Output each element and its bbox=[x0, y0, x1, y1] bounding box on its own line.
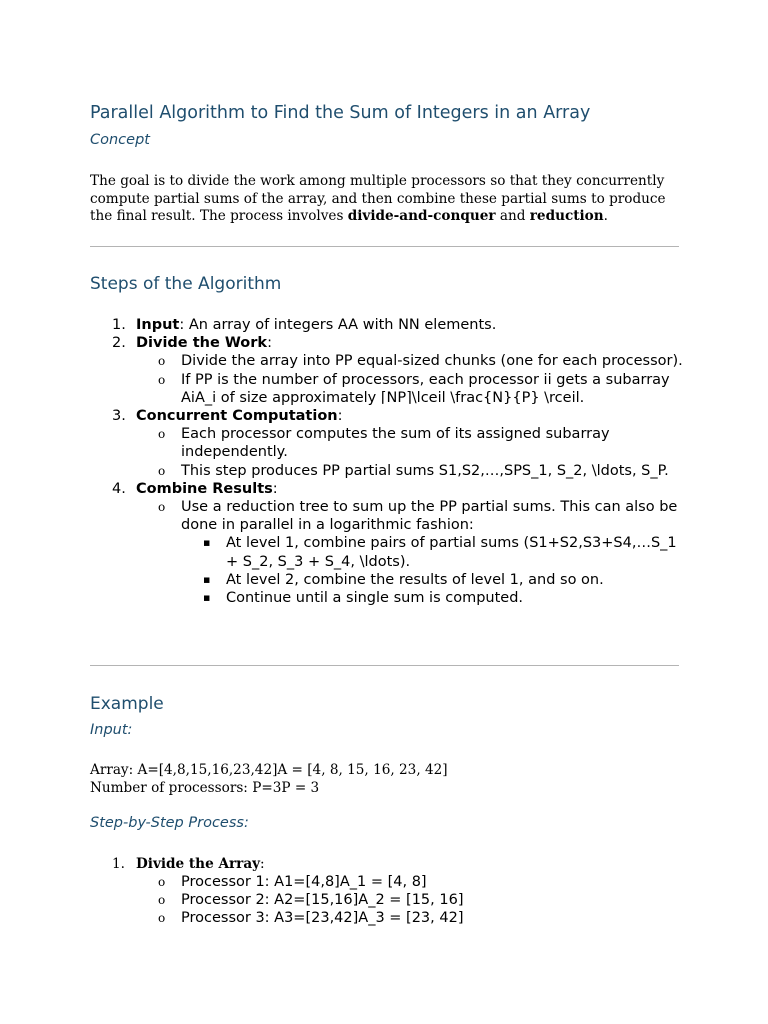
sub-item-text: If PP is the number of processors, each processor ii gets a subarray AiA_i of size approximately ⌈NP⌉\lceil \frac{N}{P} \rceil. bbox=[181, 371, 670, 406]
sub-sub-item bbox=[90, 571, 690, 589]
concept-text: The goal is to divide the work among multiple processors so that they concurrently compute partial sums of the array, and then combine these partial sums to produce the final result. The process involves bbox=[90, 173, 666, 224]
example-step-text: : bbox=[260, 856, 265, 872]
circle-bullet-icon: o bbox=[158, 893, 166, 908]
steps-list bbox=[90, 316, 690, 607]
sub-item bbox=[90, 352, 690, 370]
step-text: : bbox=[272, 480, 278, 497]
step-item bbox=[90, 480, 690, 498]
circle-bullet-icon: o bbox=[158, 500, 166, 515]
input-heading: Input: bbox=[90, 722, 133, 738]
step-item bbox=[90, 407, 690, 425]
square-bullet-icon: ▪ bbox=[203, 536, 211, 550]
concept-text: and bbox=[495, 208, 530, 224]
example-steps-list bbox=[90, 856, 690, 928]
circle-bullet-icon: o bbox=[158, 427, 166, 442]
step-text: : bbox=[337, 408, 343, 425]
sub-item-text: Each processor computes the sum of its assigned subarray independently. bbox=[181, 426, 610, 461]
sub-sub-item bbox=[90, 534, 690, 570]
circle-bullet-icon: o bbox=[158, 372, 166, 387]
sub-item-text: Divide the array into PP equal-sized chunks (one for each processor). bbox=[181, 353, 683, 370]
sub-item bbox=[90, 498, 690, 534]
page-title: Parallel Algorithm to Find the Sum of Integers in an Array bbox=[90, 103, 591, 123]
circle-bullet-icon: o bbox=[158, 354, 166, 369]
example-heading: Example bbox=[90, 694, 164, 714]
sub-item bbox=[90, 425, 690, 461]
sub-sub-item-text: At level 2, combine the results of level 1, and so on. bbox=[226, 571, 604, 588]
square-bullet-icon: ▪ bbox=[203, 591, 211, 605]
sub-sub-item-text: Continue until a single sum is computed. bbox=[226, 590, 524, 607]
sub-item-text: This step produces PP partial sums S1,S2,…,SPS_1, S_2, \ldots, S_P. bbox=[181, 462, 669, 479]
list-number: 1. bbox=[112, 317, 126, 333]
example-step-item bbox=[90, 856, 690, 873]
example-step-title: Divide the Array bbox=[136, 856, 261, 872]
step-text: : bbox=[267, 335, 272, 352]
sub-item bbox=[90, 462, 690, 480]
concept-bold-reduction: reduction bbox=[529, 208, 604, 224]
concept-text: . bbox=[603, 208, 608, 224]
processor-item bbox=[90, 909, 690, 927]
circle-bullet-icon: o bbox=[158, 463, 166, 478]
step-title: Divide the Work bbox=[136, 335, 268, 352]
square-bullet-icon: ▪ bbox=[203, 572, 211, 586]
sub-item-text: Use a reduction tree to sum up the PP partial sums. This can also be done in parallel in a logarithmic fashion: bbox=[181, 499, 678, 534]
sub-sub-item-text: At level 1, combine pairs of partial sums (S1+S2,S3+S4,…S_1 + S_2, S_3 + S_4, \ldots). bbox=[226, 535, 677, 570]
concept-heading: Concept bbox=[90, 132, 150, 148]
processor-text: Processor 2: A2=[15,16]A_2 = [15, 16] bbox=[181, 892, 464, 909]
divider bbox=[90, 665, 679, 666]
array-line: Array: A=[4,8,15,16,23,42]A = [4, 8, 15, 16, 23, 42] bbox=[90, 762, 448, 778]
processor-item bbox=[90, 891, 690, 909]
processor-text: Processor 3: A3=[23,42]A_3 = [23, 42] bbox=[181, 910, 464, 927]
step-title: Input bbox=[136, 317, 180, 333]
process-heading: Step-by-Step Process: bbox=[90, 815, 249, 831]
step-item bbox=[90, 334, 690, 352]
concept-paragraph bbox=[90, 173, 678, 226]
list-number: 4. bbox=[112, 480, 126, 497]
sub-item bbox=[90, 371, 690, 407]
processors-line: Number of processors: P=3P = 3 bbox=[90, 780, 320, 796]
step-title: Combine Results bbox=[136, 480, 273, 497]
divider bbox=[90, 246, 679, 247]
circle-bullet-icon: o bbox=[158, 911, 166, 926]
step-item bbox=[90, 316, 690, 334]
processor-item bbox=[90, 873, 690, 891]
list-number: 3. bbox=[112, 408, 126, 425]
steps-heading: Steps of the Algorithm bbox=[90, 274, 282, 294]
list-number: 2. bbox=[112, 335, 126, 352]
concept-bold-divide: divide-and-conquer bbox=[347, 208, 496, 224]
sub-sub-item bbox=[90, 589, 690, 607]
list-number: 1. bbox=[112, 856, 125, 872]
step-title: Concurrent Computation bbox=[136, 408, 338, 425]
processor-text: Processor 1: A1=[4,8]A_1 = [4, 8] bbox=[181, 874, 427, 890]
step-text: : An array of integers AA with NN elements. bbox=[179, 317, 497, 333]
circle-bullet-icon: o bbox=[158, 875, 166, 889]
